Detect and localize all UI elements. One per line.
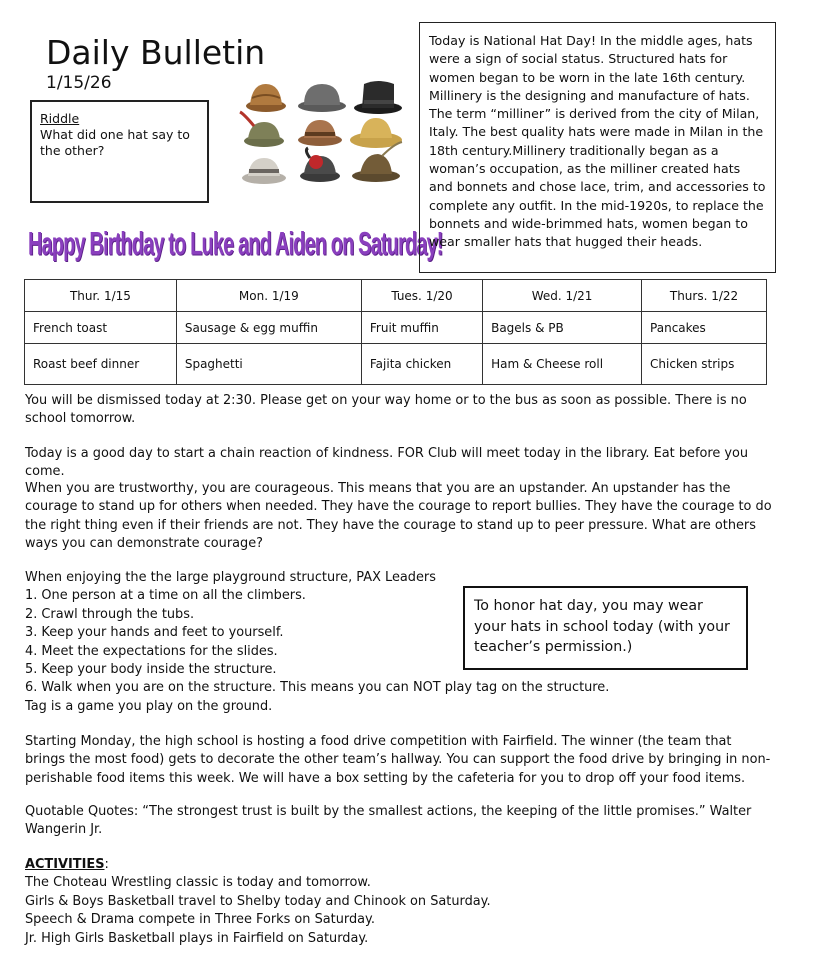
menu-day: Tues. 1/20 bbox=[361, 280, 482, 312]
riddle-question: What did one hat say to the other? bbox=[40, 127, 190, 158]
hat-white-fedora bbox=[242, 158, 286, 184]
hat-straw bbox=[350, 118, 402, 148]
hat-red-feather bbox=[300, 148, 340, 182]
activity-item: Speech & Drama compete in Three Forks on Saturday. bbox=[25, 912, 375, 928]
playground-rule: 3. Keep your hands and feet to yourself. bbox=[25, 625, 284, 641]
hat-gray-bowler bbox=[298, 84, 346, 112]
playground-rule: 5. Keep your body inside the structure. bbox=[25, 662, 277, 678]
bulletin-date: 1/15/26 bbox=[46, 73, 112, 93]
menu-item: Roast beef dinner bbox=[25, 344, 177, 385]
activities-heading: ACTIVITIES bbox=[25, 857, 105, 872]
menu-item: Ham & Cheese roll bbox=[483, 344, 642, 385]
courage-announcement: When you are trustworthy, you are courageous. This means that you are an upstander. An upstander has the courage to stand up for others when needed. They have the courage to report bullies. They have the courage to do the right thing even if their friends are not. They have the courage to stand up to peer pressure. What are others ways you can demonstrate courage? bbox=[25, 481, 772, 552]
activities-section bbox=[25, 856, 775, 948]
menu-day: Wed. 1/21 bbox=[483, 280, 642, 312]
menu-item: Sausage & egg muffin bbox=[176, 312, 361, 344]
menu-day: Thurs. 1/22 bbox=[642, 280, 767, 312]
menu-day: Mon. 1/19 bbox=[176, 280, 361, 312]
lunch-menu-table bbox=[24, 279, 767, 385]
playground-intro: When enjoying the the large playground structure, PAX Leaders bbox=[25, 570, 436, 585]
hat-top-hat bbox=[354, 81, 402, 114]
menu-item: French toast bbox=[25, 312, 177, 344]
menu-days-row bbox=[25, 280, 767, 312]
menu-day: Thur. 1/15 bbox=[25, 280, 177, 312]
hat-day-note-box: To honor hat day, you may wear your hats in school today (with your teacher’s permission.) bbox=[463, 586, 748, 670]
activities-heading-line bbox=[25, 856, 775, 874]
hat-day-fact-box: Today is National Hat Day! In the middle ages, hats were a sign of social status. Structured hats for women began to be worn in the late 16th century. Millinery is the designing and manufacture of hats. The term “milliner” is derived from the city of Milan, Italy. The best quality hats were made in Milan in the 18th century.Millinery traditionally began as a woman’s occupation, as the milliner created hats and bonnets and chose lace, trim, and accessories to complete any outfit. In the mid-1920s, to replace the bonnets and wide-brimmed hats, women began to wear smaller hats that hugged their heads. bbox=[419, 22, 776, 273]
activity-item: Girls & Boys Basketball travel to Shelby today and Chinook on Saturday. bbox=[25, 893, 491, 909]
riddle-box bbox=[30, 100, 209, 203]
activity-item: Jr. High Girls Basketball plays in Fairfield on Saturday. bbox=[25, 930, 369, 946]
menu-item: Fajita chicken bbox=[361, 344, 482, 385]
menu-item: Bagels & PB bbox=[483, 312, 642, 344]
kindness-announcement: Today is a good day to start a chain reaction of kindness. FOR Club will meet today in the library. Eat before you come. bbox=[25, 446, 749, 480]
playground-rule: Tag is a game you play on the ground. bbox=[25, 698, 273, 714]
playground-rule: 6. Walk when you are on the structure. This means you can NOT play tag on the structure. bbox=[25, 680, 610, 696]
menu-item: Spaghetti bbox=[176, 344, 361, 385]
riddle-label: Riddle bbox=[40, 111, 80, 126]
birthday-banner: Happy Birthday to Luke and Aiden on Saturday! bbox=[28, 226, 443, 263]
hat-tyrolean bbox=[352, 142, 402, 182]
menu-lunch-row bbox=[25, 344, 767, 385]
hat-fur bbox=[246, 84, 286, 112]
activity-item: The Choteau Wrestling classic is today and tomorrow. bbox=[25, 875, 371, 891]
menu-breakfast-row bbox=[25, 312, 767, 344]
food-drive-announcement: Starting Monday, the high school is hosting a food drive competition with Fairfield. The winner (the team that brings the most food) gets to decorate the other team’s hallway. You can support the food drive by bringing in non-perishable food items this week. We will have a box setting by the cafeteria for you to drop off your food items. bbox=[25, 734, 771, 786]
dismissal-announcement: You will be dismissed today at 2:30. Please get on your way home or to the bus as soon as possible. There is no school tomorrow. bbox=[25, 393, 747, 427]
bulletin-title: Daily Bulletin bbox=[46, 33, 266, 72]
menu-item: Fruit muffin bbox=[361, 312, 482, 344]
quotable-quote: Quotable Quotes: “The strongest trust is built by the smallest actions, the keeping of the little promises.” Walter Wangerin Jr. bbox=[25, 804, 752, 838]
playground-rule: 4. Meet the expectations for the slides. bbox=[25, 643, 278, 659]
playground-rule: 2. Crawl through the tubs. bbox=[25, 606, 195, 622]
hat-green-feather bbox=[240, 112, 284, 147]
playground-rule: 1. One person at a time on all the climbers. bbox=[25, 588, 306, 604]
hats-image bbox=[238, 78, 404, 190]
menu-item: Pancakes bbox=[642, 312, 767, 344]
hat-brown-felt bbox=[298, 120, 342, 146]
activities-colon: : bbox=[104, 857, 109, 872]
menu-item: Chicken strips bbox=[642, 344, 767, 385]
